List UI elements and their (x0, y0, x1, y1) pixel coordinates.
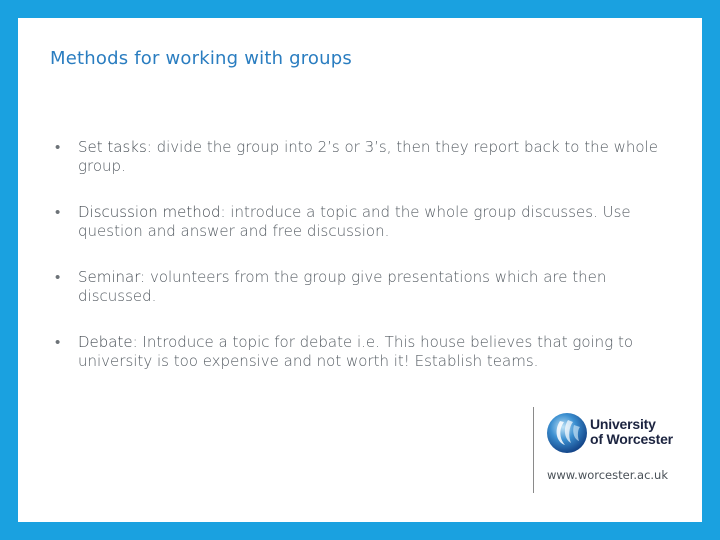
bullet-item-debate (55, 333, 675, 371)
logo-wordmark (590, 417, 673, 447)
bullet-item-set-tasks (55, 138, 675, 176)
bullet-dot-icon: • (55, 268, 61, 286)
bullet-text: : volunteers from the group give presentations which are then discussed. (78, 268, 607, 305)
bullet-text: : introduce a topic and the whole group discusses. Use question and answer and free discussion. (78, 203, 631, 240)
slide (18, 18, 702, 522)
bullet-dot-icon: • (55, 333, 61, 351)
worcester-emblem-icon (546, 412, 588, 454)
bullet-list (55, 138, 675, 398)
bullet-item-discussion-method (55, 203, 675, 241)
bullet-item-seminar (55, 268, 675, 306)
logo-line-1: University (590, 416, 656, 432)
bullet-term: Discussion method (78, 203, 221, 221)
bullet-text: : Introduce a topic for debate i.e. This house believes that going to university is too expensive and not worth it! Establish teams. (78, 333, 634, 370)
logo-divider (533, 407, 534, 493)
bullet-dot-icon: • (55, 203, 61, 221)
website-url: www.worcester.ac.uk (547, 468, 669, 482)
logo-line-2: of Worcester (590, 431, 673, 447)
slide-title: Methods for working with groups (50, 48, 352, 69)
bullet-term: Set tasks (78, 138, 147, 156)
bullet-text: : divide the group into 2’s or 3’s, then they report back to the whole group. (78, 138, 658, 175)
bullet-term: Debate (78, 333, 133, 351)
bullet-term: Seminar (78, 268, 141, 286)
bullet-dot-icon: • (55, 138, 61, 156)
university-logo (546, 412, 686, 462)
